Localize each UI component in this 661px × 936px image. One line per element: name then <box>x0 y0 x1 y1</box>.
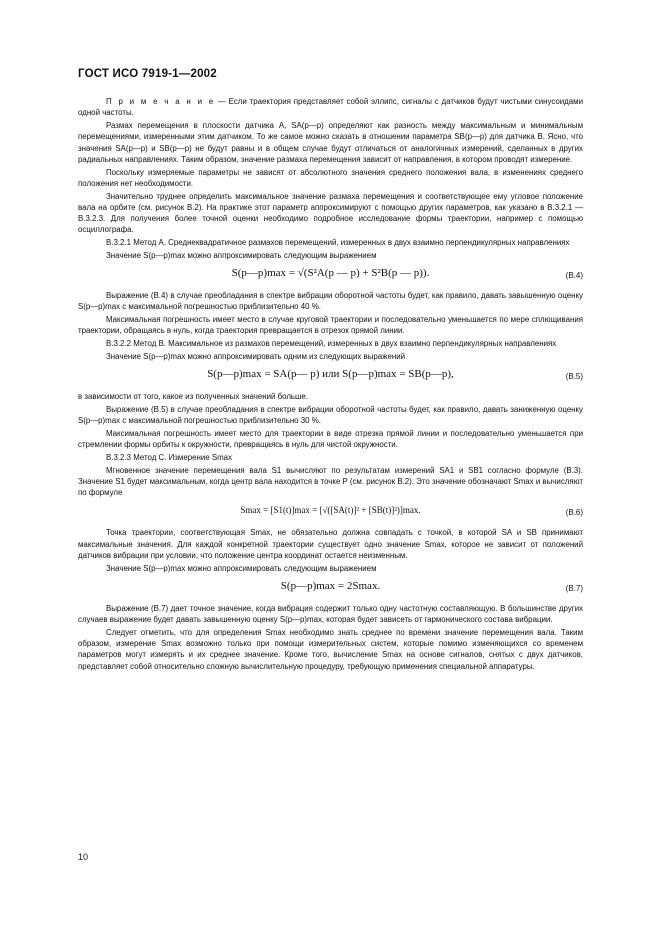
note-label: П р и м е ч а н и е <box>106 97 216 106</box>
subsection-heading: В.3.2.1 Метод А. Среднеквадратичное размахов перемещений, измеренных в двух взаимно перпендикулярных направлениях <box>106 238 570 247</box>
formula-b6 <box>78 501 583 525</box>
formula-number: (В.4) <box>565 271 583 280</box>
paragraph: Значение S(p—p)max можно аппроксимировать следующим выражением <box>106 563 377 573</box>
document-header: ГОСТ ИСО 7919-1—2002 <box>78 68 217 80</box>
formula-expression: Smax = [S1(t)]max = [√([SA(t)]² + [SB(t)]²)]max. <box>240 505 421 516</box>
paragraph: Максимальная погрешность имеет место в случае круговой траектории и последовательно уменьшается по мере сплющивания траектории, обращаясь в нуль, когда траектория превращается в отрезок прямой линии. <box>78 315 583 336</box>
formula-b5 <box>78 365 583 389</box>
formula-b4 <box>78 264 583 288</box>
paragraph: Поскольку измеряемые параметры не зависят от абсолютного значения среднего положения вала, в изменениях среднего положения нет необходимости. <box>78 167 583 188</box>
page-number: 10 <box>78 852 89 862</box>
paragraph: Выражение (В.4) в случае преобладания в спектре вибрации оборотной частоты будет, как правило, давать завышенную оценку S(p—p)max с максимальной погрешностью приблизительно 40 %. <box>78 291 583 312</box>
paragraph: Значение S(p—p)max можно аппроксимировать следующим выражением <box>106 250 377 260</box>
formula-number: (В.5) <box>565 372 583 381</box>
formula-b7 <box>78 577 583 601</box>
paragraph: Максимальная погрешность имеет место для траектории в виде отрезка прямой линии и последовательно уменьшается при стремлении формы орбиты к окружности, превращаясь в нуль для чистой окружности. <box>78 428 583 449</box>
note-paragraph <box>78 96 583 119</box>
paragraph: Следует отметить, что для определения Smax необходимо знать среднее по времени значение перемещения вала. Таким образом, измерение Smax возможно только при помощи измерительных систем, которые помимо изменяющихся со временем параметров могут измерять и их среднее значение. Кроме того, вычисление Smax на основе сигналов, снятых с двух датчиков, представляет собой относительно сложную вычислительную процедуру, требующую применения специальной аппаратуры. <box>78 627 583 671</box>
formula-number: (В.6) <box>565 508 583 518</box>
formula-number: (В.7) <box>565 583 583 593</box>
paragraph: Точка траектории, соответствующая Smax, не обязательно должна совпадать с точкой, в которой SA и SB принимают максимальные значения. Для каждой конкретной траектории существует одно значение Smax, которое не зависит от положений датчиков вибрации при условии, что положение центра координат остается неизменным. <box>78 528 583 560</box>
formula-expression: S(p—p)max = 2Smax. <box>280 579 381 592</box>
formula-expression: S(p—p)max = SA(p— p) или S(p—p)max = SB(p—p), <box>207 368 454 380</box>
paragraph: Значение S(p—p)max можно аппроксимировать одним из следующих выражений <box>106 351 406 361</box>
document-body <box>78 96 583 673</box>
paragraph: в зависимости от того, какое из полученных значений больше. <box>78 392 308 401</box>
formula-expression: S(p—p)max = √(S²A(p — p) + S²B(p — p)). <box>231 267 430 279</box>
paragraph: Выражение (В.7) дает точное значение, когда вибрация содержит только одну частотную составляющую. В большинстве других случаев выражение будет давать завышенную оценку S(p—p)max, которая будет зависеть от гармонического состава вибрации. <box>78 603 583 624</box>
paragraph: Значительно труднее определить максимальное значение размаха перемещения и соответствующее ему угловое положение вала на орбите (см. рисунок В.2). На практике этот параметр аппроксимируют с помощью других параметров, как указано в В.3.2.1 — В.3.2.3. Для получения более точной оценки необходимо подробное исследование формы траектории, например с помощью осциллографа. <box>78 191 583 235</box>
paragraph: Мгновенное значение перемещения вала S1 вычисляют по результатам измерений SA1 и SB1 согласно формуле (В.3). Значение S1 будет максимальным, когда центр вала находится в точке P (см. рисунок В.2). Это значение обозначают Smax и вычисляют по формуле <box>78 465 583 497</box>
paragraph: Размах перемещения в плоскости датчика A, SA(p—p) определяют как разность между максимальным и минимальным перемещениями, измеренными этим датчиком. То же самое можно сказать в отношении параметра SB(p—p) для датчика B. Ясно, что значения SA(p—p) и SB(p—p) не будут равны и в общем случае будут отличаться от аналогичных измерений, сделанных в других радиальных направлениях. Таким образом, значение размаха перемещения зависит от направления, в котором проводят измерение. <box>78 121 583 164</box>
note-text: — Если траектория представляет собой эллипс, сигналы с датчиков будут чистыми синусоидами одной частоты. <box>78 97 583 118</box>
subsection-heading: В.3.2.2 Метод В. Максимальное из размахов перемещений, измеренных в двух взаимно перпендикулярных направлениях <box>106 339 557 348</box>
subsection-heading: В.3.2.3 Метод С. Измерение Smax <box>106 452 232 462</box>
paragraph: Выражение (В.5) в случае преобладания в спектре вибрации оборотной частоты будет, как правило, давать заниженную оценку S(p—p)max с максимальной погрешностью приблизительно 30 %. <box>78 404 583 425</box>
